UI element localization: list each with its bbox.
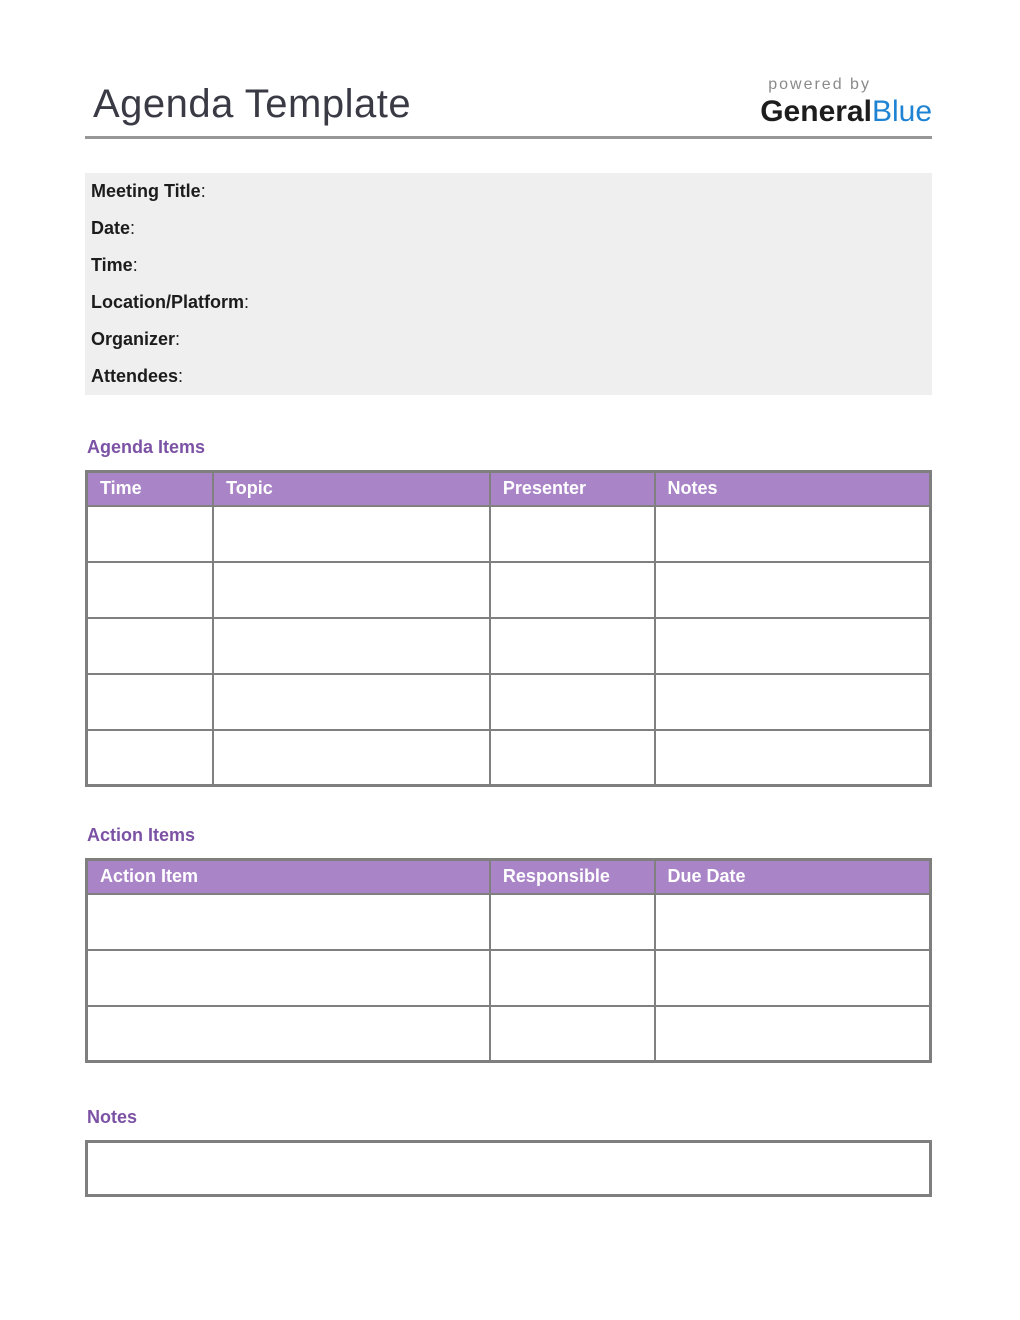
action-cell-responsible: [490, 894, 655, 950]
agenda-row: [87, 730, 931, 786]
agenda-col-header-presenter: Presenter: [490, 472, 655, 506]
agenda-cell-presenter: [490, 562, 655, 618]
attendees-row: [91, 358, 932, 395]
agenda-cell-topic: [213, 506, 490, 562]
action-cell-duedate: [655, 894, 931, 950]
agenda-cell-presenter: [490, 730, 655, 786]
action-header-row: [87, 860, 931, 894]
time-label: Time: [91, 255, 133, 275]
notes-heading: Notes: [87, 1107, 138, 1127]
action-cell-duedate: [655, 1006, 931, 1062]
location-platform-row: [91, 284, 932, 321]
agenda-cell-notes: [655, 618, 931, 674]
colon: :: [200, 181, 206, 201]
agenda-cell-presenter: [490, 506, 655, 562]
action-cell-item: [87, 894, 490, 950]
powered-by-text: powered by: [768, 76, 871, 93]
agenda-cell-notes: [655, 730, 931, 786]
location-platform-label: Location/Platform: [91, 292, 245, 312]
action-cell-responsible: [490, 950, 655, 1006]
time-row: [91, 247, 932, 284]
agenda-cell-topic: [213, 562, 490, 618]
agenda-cell-topic: [213, 618, 490, 674]
action-row: [87, 950, 931, 1006]
colon: :: [175, 329, 181, 349]
brand-general-text: General: [760, 95, 872, 128]
agenda-row: [87, 674, 931, 730]
agenda-row: [87, 506, 931, 562]
action-col-header-responsible: Responsible: [490, 860, 655, 894]
agenda-cell-time: [87, 562, 214, 618]
action-cell-item: [87, 950, 490, 1006]
agenda-cell-time: [87, 730, 214, 786]
date-label: Date: [91, 218, 131, 238]
agenda-cell-topic: [213, 730, 490, 786]
organizer-label: Organizer: [91, 329, 176, 349]
organizer-row: [91, 321, 932, 358]
colon: :: [132, 255, 138, 275]
action-row: [87, 1006, 931, 1062]
colon: :: [178, 366, 184, 386]
agenda-row: [87, 562, 931, 618]
action-col-header-duedate: Due Date: [655, 860, 931, 894]
agenda-cell-topic: [213, 674, 490, 730]
agenda-row: [87, 618, 931, 674]
brand-name: [760, 95, 932, 128]
brand-logo: [760, 76, 932, 130]
action-items-table: [85, 858, 932, 1063]
document-header: [0, 0, 1020, 173]
date-row: [91, 210, 932, 247]
agenda-cell-time: [87, 618, 214, 674]
action-col-header-item: Action Item: [87, 860, 490, 894]
action-cell-item: [87, 1006, 490, 1062]
page-title: Agenda Template: [93, 82, 412, 126]
agenda-cell-notes: [655, 506, 931, 562]
agenda-header-row: [87, 472, 931, 506]
agenda-cell-time: [87, 674, 214, 730]
agenda-items-table: [85, 470, 932, 787]
action-row: [87, 894, 931, 950]
agenda-cell-presenter: [490, 618, 655, 674]
colon: :: [130, 218, 136, 238]
meeting-info-panel: [85, 173, 932, 395]
agenda-col-header-notes: Notes: [655, 472, 931, 506]
colon: :: [244, 292, 250, 312]
header-divider: [85, 136, 932, 139]
action-cell-responsible: [490, 1006, 655, 1062]
agenda-col-header-topic: Topic: [213, 472, 490, 506]
meeting-title-label: Meeting Title: [91, 181, 201, 201]
agenda-cell-presenter: [490, 674, 655, 730]
document-content: [0, 173, 1020, 1197]
brand-blue-text: Blue: [871, 95, 932, 128]
attendees-label: Attendees: [91, 366, 179, 386]
agenda-cell-time: [87, 506, 214, 562]
action-items-heading: Action Items: [87, 825, 196, 845]
meeting-title-row: [91, 173, 932, 210]
notes-box: [85, 1140, 932, 1197]
agenda-cell-notes: [655, 562, 931, 618]
agenda-cell-notes: [655, 674, 931, 730]
agenda-items-heading: Agenda Items: [87, 437, 206, 457]
agenda-col-header-time: Time: [87, 472, 214, 506]
action-cell-duedate: [655, 950, 931, 1006]
